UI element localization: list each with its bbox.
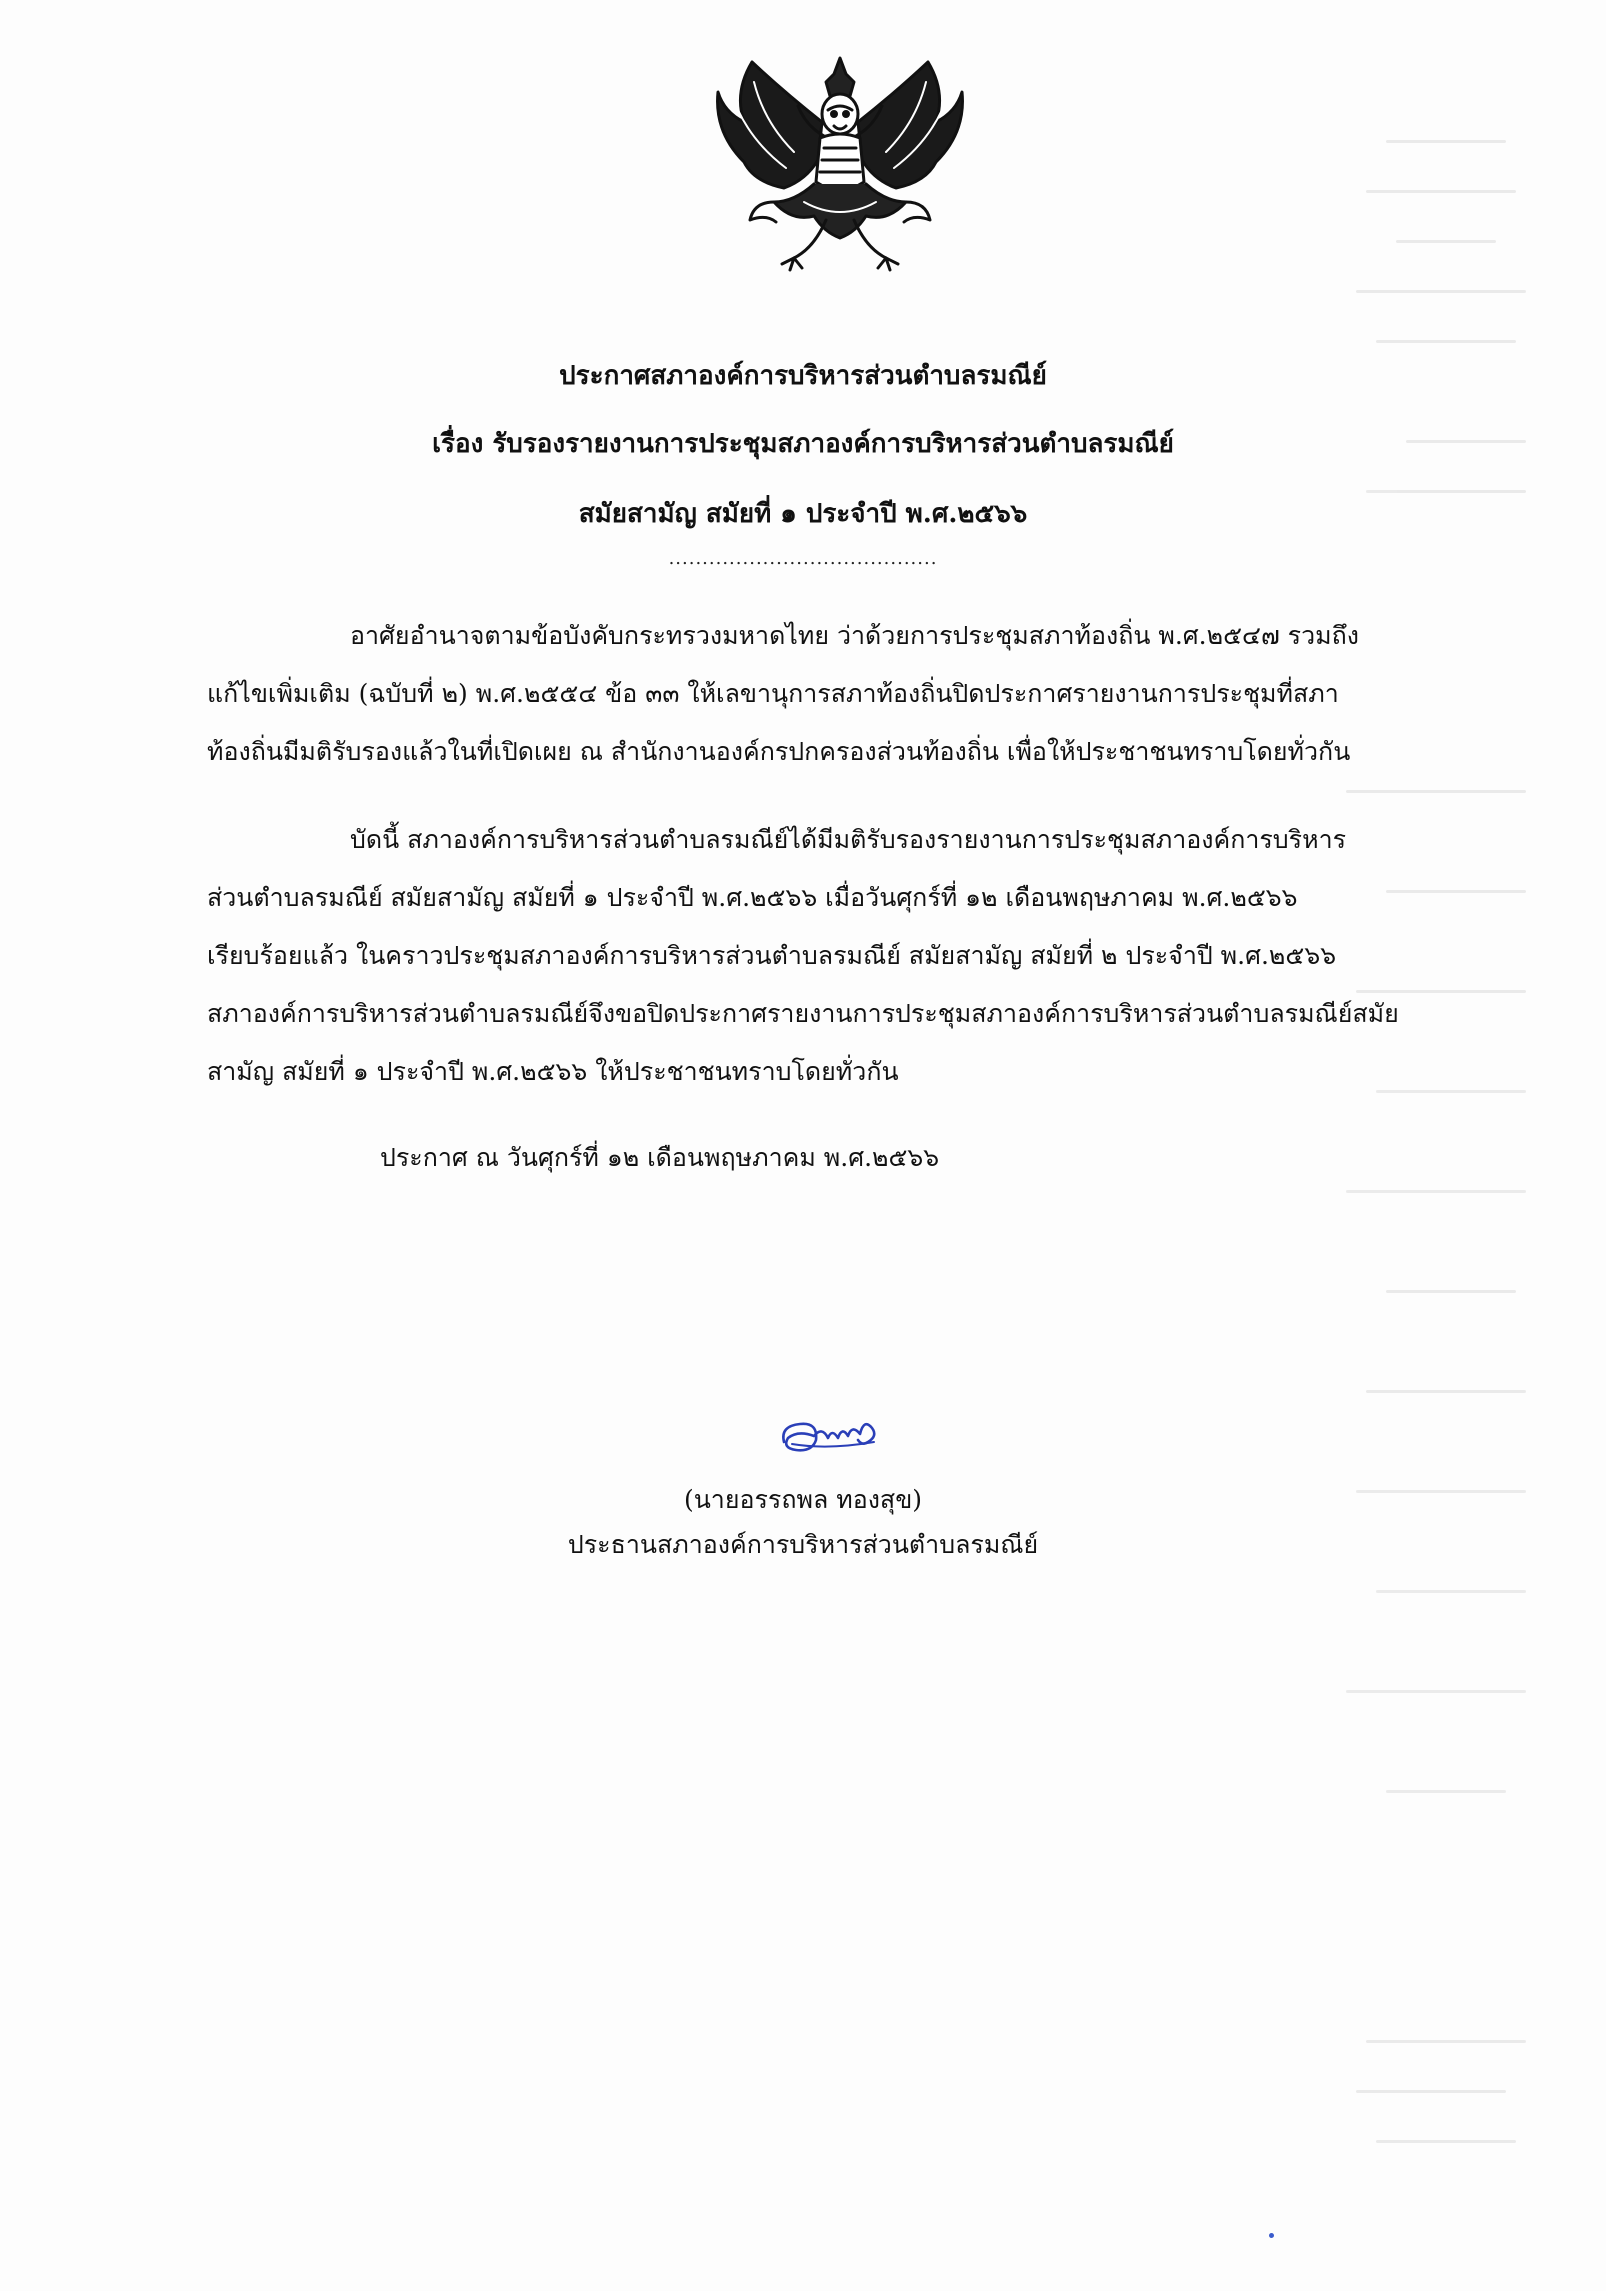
heading-session: สมัยสามัญ สมัยที่ ๑ ประจำปี พ.ศ.๒๕๖๖	[578, 499, 1028, 529]
garuda-emblem-icon	[714, 52, 966, 278]
signatory-name: (นายอรรถพล ทองสุข)	[683, 1485, 923, 1514]
paragraph2-line: ส่วนตำบลรมณีย์ สมัยสามัญ สมัยที่ ๑ ประจำปี พ.ศ.๒๕๖๖ เมื่อวันศุกร์ที่ ๑๒ เดือนพฤษภาคม พ.ศ.๒๕๖๖	[207, 883, 1298, 912]
paragraph1-line: ท้องถิ่นมีมติรับรองแล้วในที่เปิดเผย ณ สำนักงานองค์กรปกครองส่วนท้องถิ่น เพื่อให้ประชาชนทราบโดยทั่วกัน	[207, 737, 1351, 766]
heading-separator: ........................................	[668, 548, 938, 569]
paragraph2-line: สภาองค์การบริหารส่วนตำบลรมณีย์จึงขอปิดประกาศรายงานการประชุมสภาองค์การบริหารส่วนตำบลรมณีย์สมัย	[207, 999, 1399, 1028]
paragraph2-line: เรียบร้อยแล้ว ในคราวประชุมสภาองค์การบริหารส่วนตำบลรมณีย์ สมัยสามัญ สมัยที่ ๒ ประจำปี พ.ศ.๒๕๖๖	[207, 941, 1337, 970]
heading-subject: เรื่อง รับรองรายงานการประชุมสภาองค์การบริหารส่วนตำบลรมณีย์	[432, 429, 1174, 459]
paragraph2-line: บัดนี้ สภาองค์การบริหารส่วนตำบลรมณีย์ได้มีมติรับรองรายงานการประชุมสภาองค์การบริหาร	[350, 825, 1347, 854]
paragraph1-line: แก้ไขเพิ่มเติม (ฉบับที่ ๒) พ.ศ.๒๕๕๔ ข้อ ๓๓ ให้เลขานุการสภาท้องถิ่นปิดประกาศรายงานการประชุมที่สภา	[207, 679, 1339, 708]
signatory-title: ประธานสภาองค์การบริหารส่วนตำบลรมณีย์	[567, 1530, 1039, 1559]
handwritten-signature	[778, 1412, 888, 1460]
paragraph2-line: สามัญ สมัยที่ ๑ ประจำปี พ.ศ.๒๕๖๖ ให้ประชาชนทราบโดยทั่วกัน	[207, 1057, 899, 1086]
announce-date: ประกาศ ณ วันศุกร์ที่ ๑๒ เดือนพฤษภาคม พ.ศ.๒๕๖๖	[380, 1143, 940, 1172]
paragraph1-line: อาศัยอำนาจตามข้อบังคับกระทรวงมหาดไทย ว่าด้วยการประชุมสภาท้องถิ่น พ.ศ.๒๕๔๗ รวมถึง	[350, 621, 1359, 650]
ink-dot	[1269, 2233, 1274, 2238]
heading-title: ประกาศสภาองค์การบริหารส่วนตำบลรมณีย์	[559, 361, 1047, 391]
